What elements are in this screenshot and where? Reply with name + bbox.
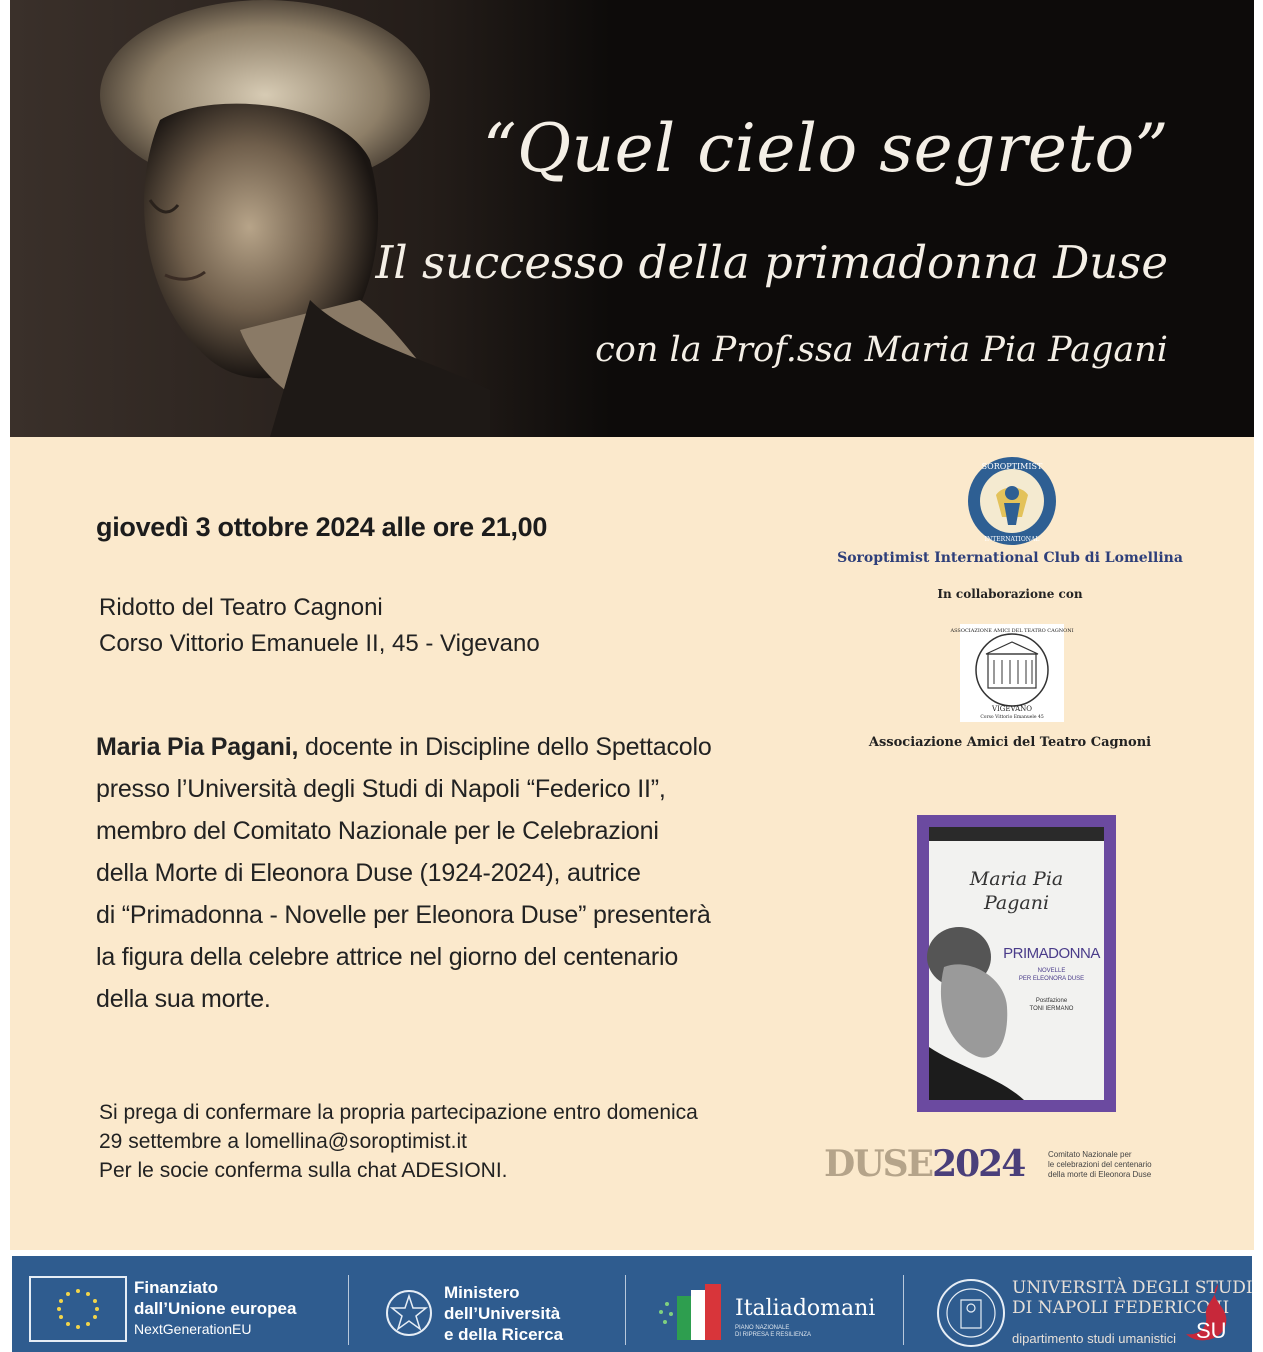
event-venue bbox=[99, 590, 540, 662]
event-date: giovedì 3 ottobre 2024 alle ore 21,00 bbox=[96, 512, 548, 542]
footer-divider bbox=[903, 1275, 904, 1345]
eu-line: Finanziato bbox=[134, 1278, 219, 1297]
book-subtitle-1: NOVELLE bbox=[1037, 968, 1066, 974]
book-author-last: Pagani bbox=[983, 892, 1050, 914]
university-line: DI NAPOLI FEDERICO II bbox=[1012, 1298, 1230, 1318]
soroptimist-logo bbox=[966, 455, 1058, 547]
svg-text:VIGEVANO: VIGEVANO bbox=[991, 705, 1033, 713]
su-logo-text: SU bbox=[1196, 1318, 1227, 1343]
book-postface-label: Postfazione bbox=[1035, 998, 1068, 1004]
duse2024-year: 2024 bbox=[932, 1143, 1025, 1185]
federico-ii-seal-icon bbox=[936, 1278, 1006, 1348]
ministry-text bbox=[444, 1282, 563, 1345]
duse2024-note-line: della morte di Eleonora Duse bbox=[1048, 1170, 1152, 1179]
club-name: Soroptimist International Club di Lomellina bbox=[837, 550, 1183, 566]
ministry-line: Ministero bbox=[444, 1283, 520, 1302]
hero-banner bbox=[10, 0, 1254, 437]
eu-line: NextGenerationEU bbox=[134, 1321, 252, 1337]
book-series-bar bbox=[929, 827, 1104, 841]
ministry-line: e della Ricerca bbox=[444, 1325, 564, 1344]
event-subtitle: Il successo della primadonna Duse bbox=[375, 236, 1168, 289]
duse2024-logo bbox=[824, 1143, 1024, 1185]
event-title: “Quel cielo segreto” bbox=[482, 110, 1169, 187]
venue-name: Ridotto del Teatro Cagnoni bbox=[99, 594, 383, 621]
eu-funding-text bbox=[134, 1277, 296, 1340]
teatro-association-name: Associazione Amici del Teatro Cagnoni bbox=[868, 735, 1152, 750]
italiadomani-label: Italiadomani bbox=[735, 1296, 876, 1321]
speaker-line: con la Prof.ssa Maria Pia Pagani bbox=[595, 330, 1168, 370]
italiadomani-sub-line: PIANO NAZIONALE bbox=[735, 1325, 790, 1331]
footer-divider bbox=[348, 1275, 349, 1345]
rsvp-line: 29 settembre a lomellina@soroptimist.it bbox=[99, 1130, 467, 1153]
rsvp-line: Per le socie conferma sulla chat ADESIONI. bbox=[99, 1159, 508, 1182]
book-author-first: Maria Pia bbox=[969, 868, 1064, 890]
book-cover bbox=[917, 815, 1116, 1112]
rsvp-note bbox=[99, 1098, 698, 1185]
svg-text:Corso Vittorio Emanuele 45: Corso Vittorio Emanuele 45 bbox=[980, 715, 1044, 720]
bio-text: della Morte di Eleonora Duse (1924-2024), autrice bbox=[96, 859, 641, 887]
bio-text: della sua morte. bbox=[96, 985, 271, 1013]
eu-flag-icon bbox=[29, 1276, 127, 1342]
italiadomani-sub bbox=[735, 1325, 811, 1339]
book-postface bbox=[999, 997, 1104, 1013]
duse2024-note-line: le celebrazioni del centenario bbox=[1048, 1160, 1152, 1169]
duse2024-note-line: Comitato Nazionale per bbox=[1048, 1150, 1132, 1159]
eu-line: dall’Unione europea bbox=[134, 1299, 297, 1318]
italian-emblem-icon bbox=[383, 1284, 435, 1342]
teatro-cagnoni-logo bbox=[950, 624, 1074, 722]
book-postface-author: TONI IERMANO bbox=[1029, 1006, 1074, 1012]
bio-text: la figura della celebre attrice nel giorno del centenario bbox=[96, 943, 679, 971]
duse2024-note bbox=[1048, 1150, 1178, 1180]
rsvp-line: Si prega di confermare la propria partecipazione entro domenica bbox=[99, 1101, 698, 1124]
book-subtitle bbox=[999, 967, 1104, 983]
book-author bbox=[929, 867, 1104, 915]
bio-text: membro del Comitato Nazionale per le Celebrazioni bbox=[96, 817, 659, 845]
ministry-line: dell’Università bbox=[444, 1304, 561, 1323]
university-line: UNIVERSITÀ DEGLI STUDI bbox=[1012, 1278, 1253, 1298]
university-department: dipartimento studi umanistici bbox=[1012, 1331, 1177, 1346]
collaboration-label: In collaborazione con bbox=[937, 587, 1083, 601]
italiadomani-sub-line: DI RIPRESA E RESILIENZA bbox=[735, 1332, 812, 1338]
book-title: PRIMADONNA bbox=[1003, 945, 1100, 962]
eleonora-duse-portrait bbox=[10, 0, 610, 437]
book-subtitle-2: PER ELEONORA DUSE bbox=[1018, 976, 1085, 982]
duse2024-word: DUSE bbox=[824, 1143, 933, 1185]
speaker-bio bbox=[96, 726, 826, 1020]
svg-text:INTERNATIONAL: INTERNATIONAL bbox=[984, 536, 1040, 543]
svg-text:ASSOCIAZIONE AMICI DEL TEATRO: ASSOCIAZIONE AMICI DEL TEATRO CAGNONI bbox=[950, 628, 1074, 634]
bio-text: docente in Discipline dello Spettacolo bbox=[298, 733, 712, 761]
venue-address: Corso Vittorio Emanuele II, 45 - Vigevano bbox=[99, 630, 540, 657]
footer-divider bbox=[625, 1275, 626, 1345]
bio-text: di “Primadonna - Novelle per Eleonora Duse” presenterà bbox=[96, 901, 711, 929]
bio-name: Maria Pia Pagani, bbox=[96, 733, 299, 761]
book-cover-inner bbox=[929, 827, 1104, 1100]
bio-text: presso l’Università degli Studi di Napoli “Federico II”, bbox=[96, 775, 666, 803]
italiadomani-icon bbox=[655, 1282, 730, 1344]
svg-text:SOROPTIMIST: SOROPTIMIST bbox=[981, 462, 1043, 471]
